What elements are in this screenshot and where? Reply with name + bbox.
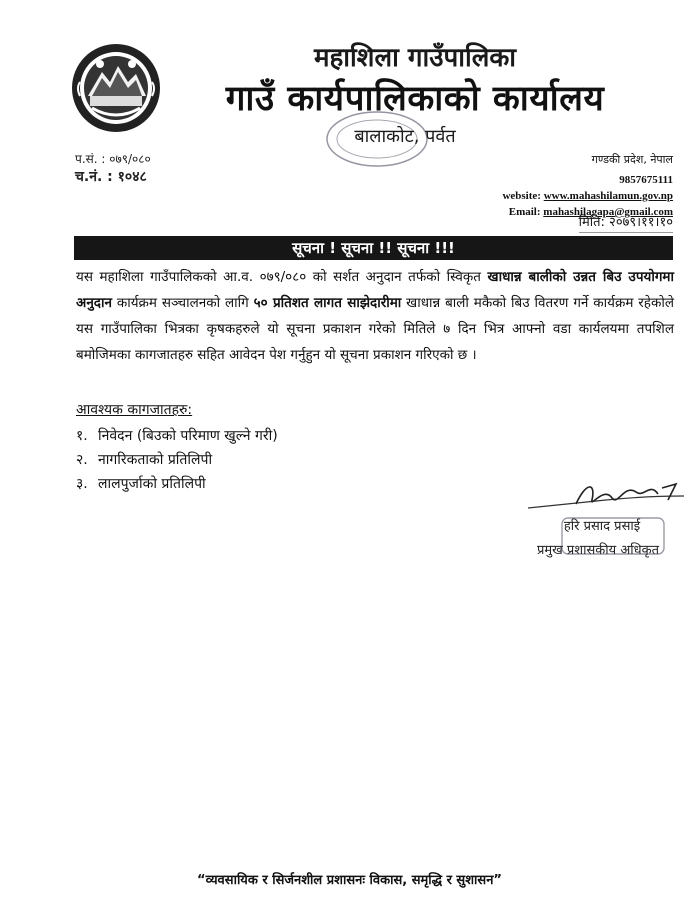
documents-list bbox=[76, 424, 278, 496]
signer-title: प्रमुख प्रशासकीय अधिकृत bbox=[536, 543, 660, 558]
website-line bbox=[502, 188, 673, 204]
website-label: website: bbox=[502, 190, 541, 202]
province: गण्डकी प्रदेश, नेपाल bbox=[591, 153, 673, 166]
notice-program-name: खाधान्न बालीको उन्नत बिउ उपयोगमा अनुदान bbox=[76, 269, 674, 311]
office-name: गाउँ कार्यपालिकाको कार्यालय bbox=[225, 78, 605, 119]
footer-slogan: “व्यवसायिक र सिर्जनशील प्रशासनः विकास, समृद्धि र सुशासन” bbox=[197, 873, 502, 888]
office-location: बालाकोट, पर्वत bbox=[354, 126, 456, 147]
phone-number: 9857675111 bbox=[619, 174, 673, 186]
fiscal-year-ref: प.सं. : ०७९/०८० bbox=[75, 152, 151, 166]
municipality-emblem-icon bbox=[70, 42, 162, 134]
notice-cost-share: ५० प्रतिशत लागत साझेदारीमा bbox=[253, 295, 402, 311]
notice-banner: सूचना ! सूचना !! सूचना !!! bbox=[74, 236, 673, 260]
email-label: Email: bbox=[508, 206, 541, 218]
documents-heading: आवश्यक कागजातहरु: bbox=[76, 402, 193, 418]
contact-block bbox=[502, 152, 673, 220]
handwritten-signature-icon bbox=[526, 474, 686, 514]
reference-block bbox=[75, 150, 151, 186]
notice-body bbox=[76, 264, 674, 368]
notice-date: मिति: २०७९।११।१० bbox=[579, 212, 673, 233]
list-item: २. नागरिकताको प्रतिलिपी bbox=[76, 452, 213, 468]
dispatch-number: च.नं. : १०४८ bbox=[75, 169, 147, 185]
notice-text-2: कार्यक्रम सञ्चालनको लागि bbox=[111, 295, 254, 311]
notice-text-3: खाधान्न बाली मकैको बिउ वितरण गर्ने कार्यक्रम रहेकोले यस गाउँपालिका भित्रका कृषकहरुले यो सूचना प्रकाशन गरेको मितिले ७ दिन भित्र आफ्नो वडा कार्यलयमा तपशिल बमोजिमका कागजातहरु सहित आवेदन पेश गर्नुहुन यो सूचना प्रकाशन गरिएको छ । bbox=[76, 295, 674, 363]
website-link[interactable]: www.mahashilamun.gov.np bbox=[543, 190, 673, 202]
organization-name: महाशिला गाउँपालिका bbox=[313, 43, 517, 73]
email-link[interactable]: mahashilagapa@gmail.com bbox=[543, 206, 673, 218]
notice-text-1: यस महाशिला गाउँपालिकको आ.व. ०७९/०८० को सर्शत अनुदान तर्फको स्विकृत bbox=[76, 269, 488, 285]
list-item: ३. लालपुर्जाको प्रतिलिपी bbox=[76, 476, 206, 492]
signer-name: हरि प्रसाद प्रसाई bbox=[563, 519, 641, 534]
list-item: १. निवेदन (बिउको परिमाण खुल्ने गरी) bbox=[76, 428, 278, 444]
